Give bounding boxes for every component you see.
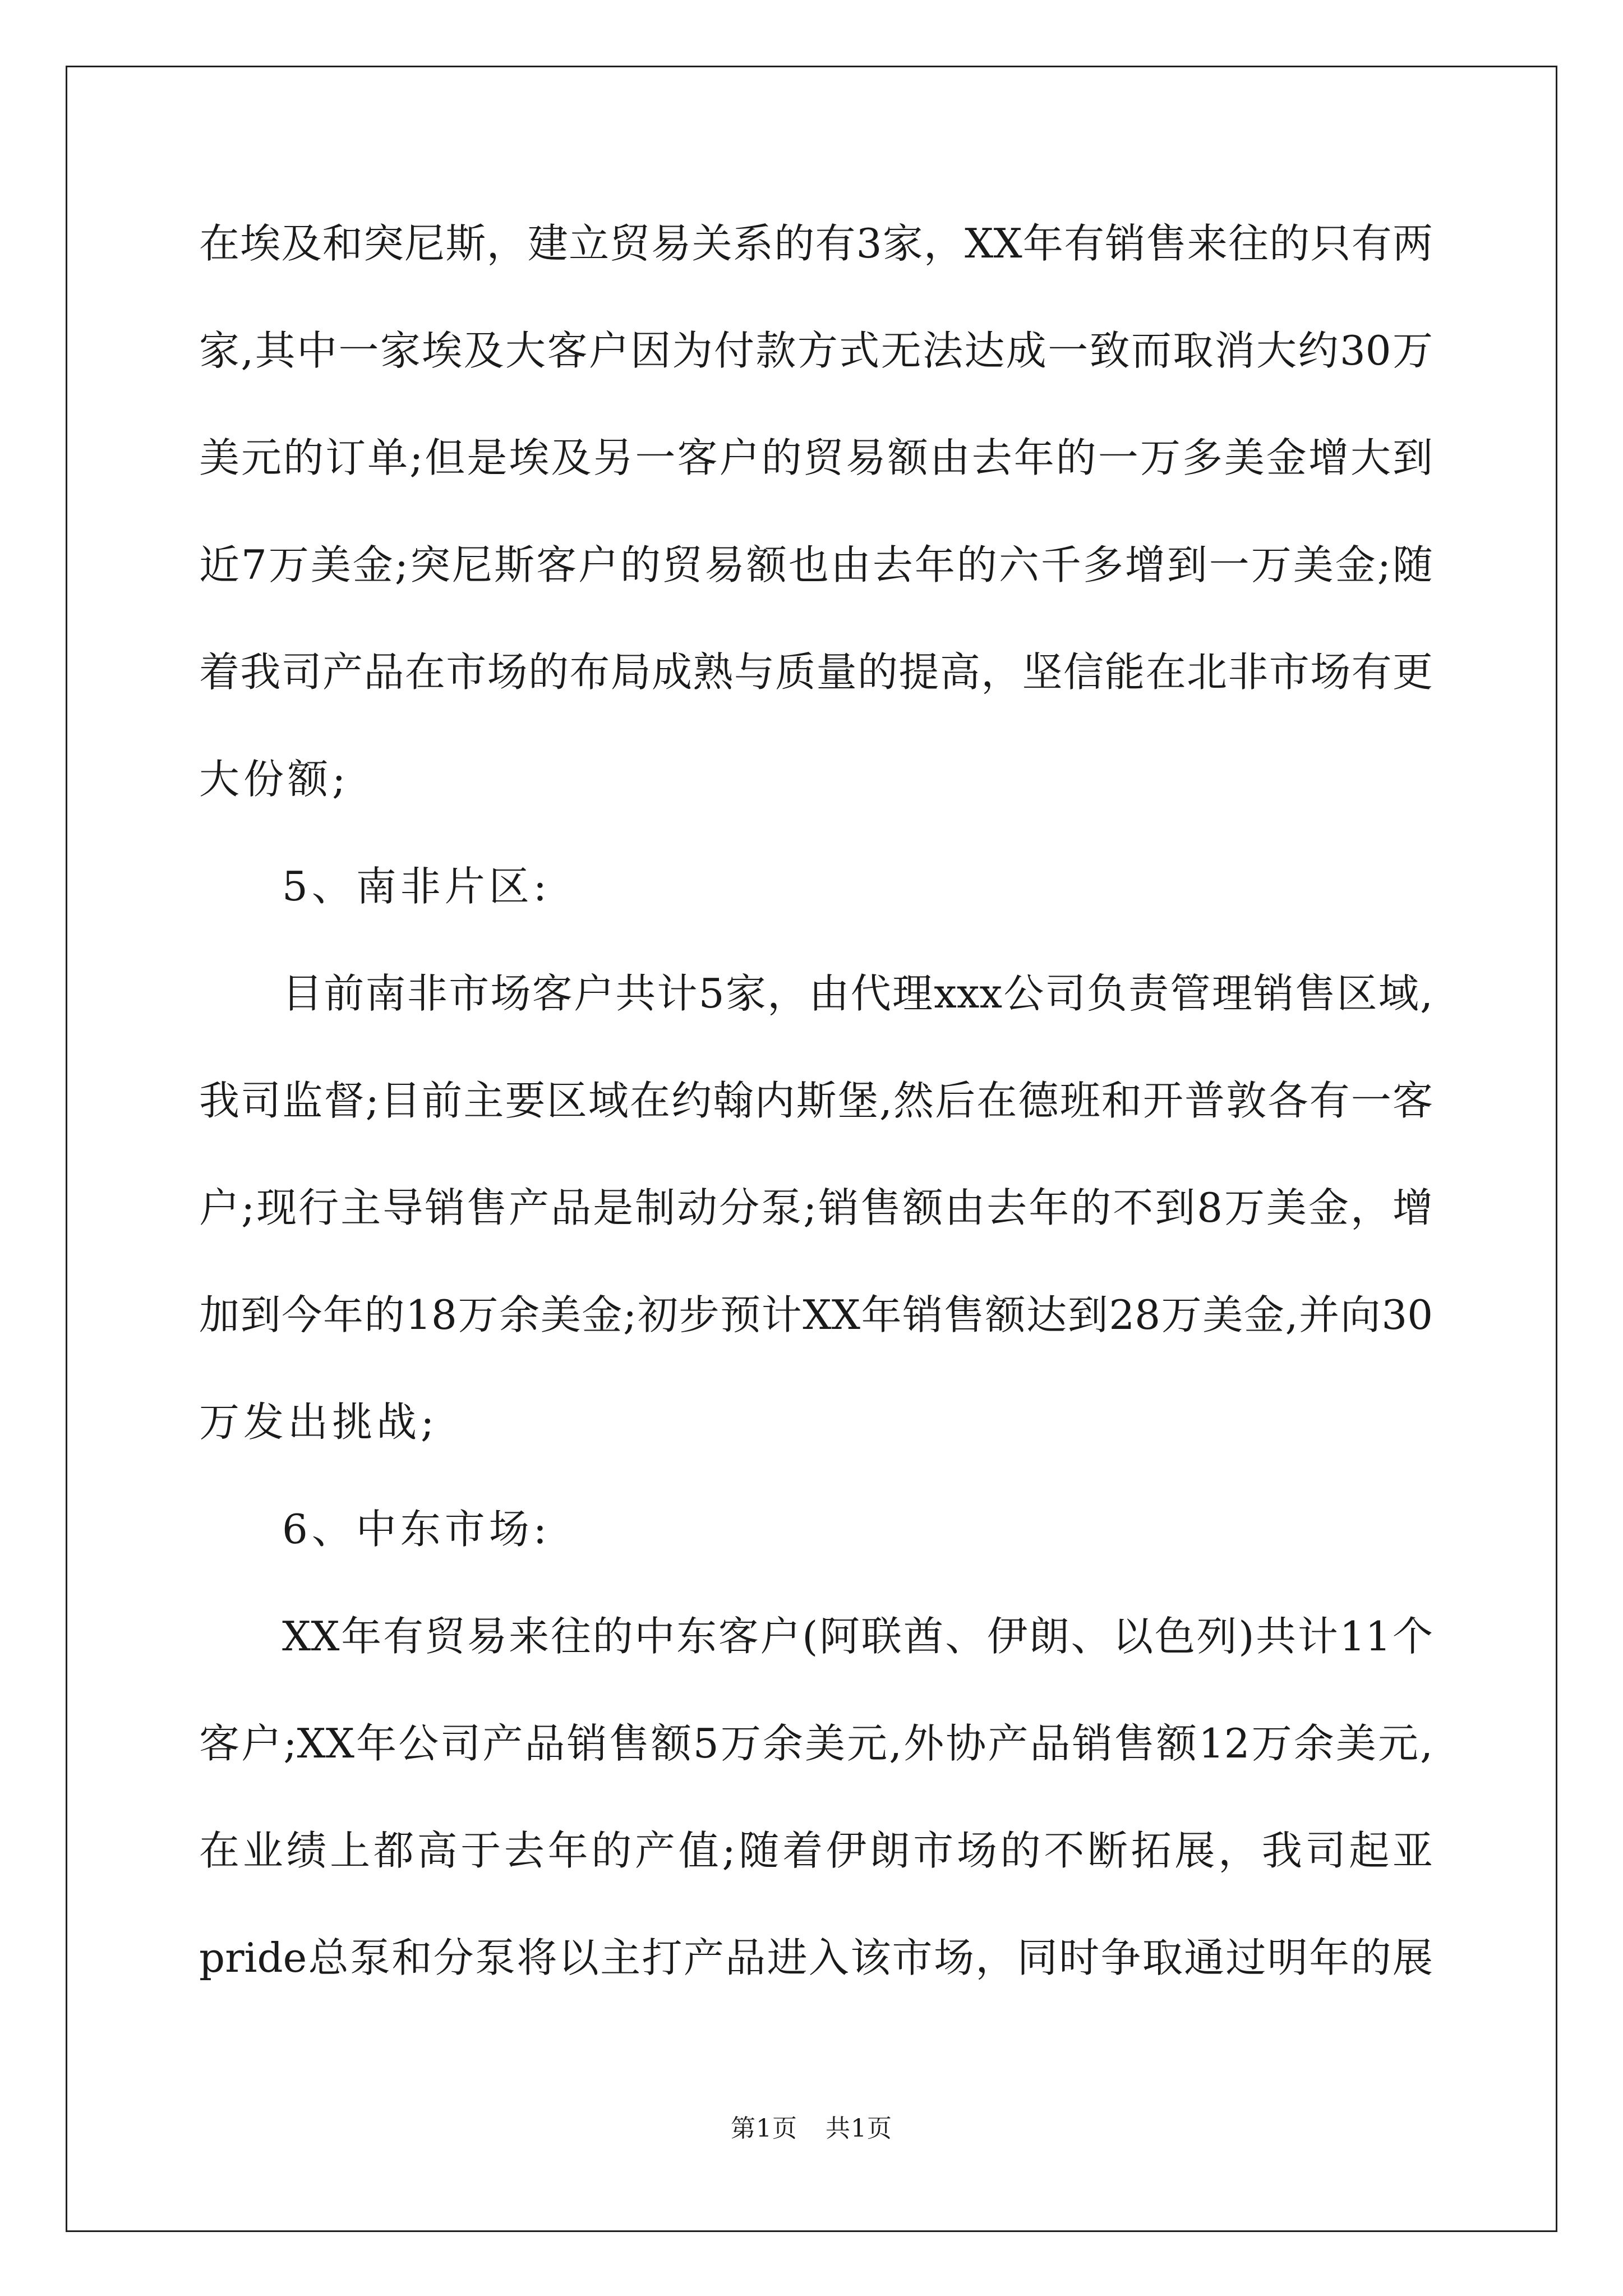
page-footer [0, 2108, 1623, 2144]
text-line: 在业绩上都高于去年的产值;随着伊朗市场的不断拓展，我司起亚 [199, 1827, 1433, 1874]
text-line: 5、南非片区: [282, 863, 551, 910]
text-line: 加到今年的18万余美金;初步预计XX年销售额达到28万美金,并向30 [199, 1291, 1433, 1338]
text-line: 大份额; [199, 756, 350, 803]
page-total: 共1页 [826, 2114, 892, 2143]
text-line: 目前南非市场客户共计5家，由代理xxx公司负责管理销售区域, [282, 970, 1433, 1017]
text-line: 着我司产品在市场的布局成熟与质量的提高，坚信能在北非市场有更 [199, 648, 1433, 696]
text-line: 近7万美金;突尼斯客户的贸易额也由去年的六千多增到一万美金;随 [199, 541, 1433, 588]
text-line: 客户;XX年公司产品销售额5万余美元,外协产品销售额12万余美元, [199, 1720, 1433, 1767]
text-line: XX年有贸易来往的中东客户(阿联酋、伊朗、以色列)共计11个 [282, 1613, 1433, 1660]
text-line: 6、中东市场: [282, 1506, 551, 1553]
text-line: pride总泵和分泵将以主打产品进入该市场，同时争取通过明年的展 [199, 1934, 1433, 1981]
text-line: 我司监督;目前主要区域在约翰内斯堡,然后在德班和开普敦各有一客 [199, 1077, 1433, 1124]
text-line: 万发出挑战; [199, 1398, 439, 1446]
text-line: 家,其中一家埃及大客户因为付款方式无法达成一致而取消大约30万 [199, 327, 1433, 374]
text-line: 户;现行主导销售产品是制动分泵;销售额由去年的不到8万美金，增 [199, 1184, 1433, 1231]
text-line: 在埃及和突尼斯，建立贸易关系的有3家，XX年有销售来往的只有两 [199, 220, 1433, 267]
page-number: 第1页 [731, 2114, 797, 2143]
text-line: 美元的订单;但是埃及另一客户的贸易额由去年的一万多美金增大到 [199, 434, 1433, 481]
document-body [199, 220, 1433, 2045]
